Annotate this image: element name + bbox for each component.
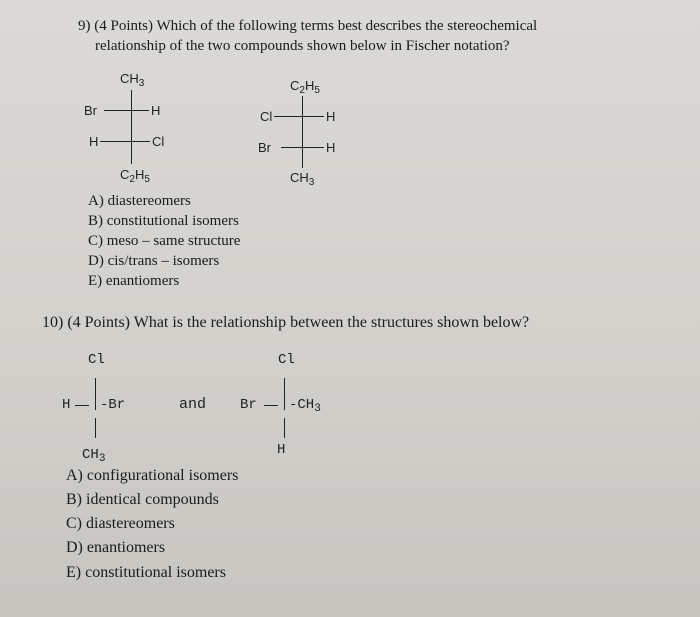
q9-option-d: D) cis/trans – isomers xyxy=(88,253,220,269)
fischer-left-bond-row-1 xyxy=(104,110,149,111)
q10-right-ch3: $-CH_3$ xyxy=(289,397,321,415)
q9-option-e: E) enantiomers xyxy=(88,273,180,289)
q9-option-c: C) meso – same structure xyxy=(88,233,241,249)
q10-right-upper-bond xyxy=(284,378,285,410)
q10-and-word: and xyxy=(179,396,207,413)
fischer-left-row2-right: Cl xyxy=(152,134,165,149)
q10-option-e: E) constitutional isomers xyxy=(66,564,226,581)
fischer-right-vertical-bond xyxy=(302,96,303,168)
q10-left-h-bond xyxy=(75,405,89,406)
fischer-left-bond-row-2 xyxy=(100,141,150,142)
fischer-left-vertical-bond xyxy=(131,90,132,164)
fischer-right-row2-left: Br xyxy=(258,140,271,155)
q10-left-bottom-ch3: $CH_3$ xyxy=(82,447,106,465)
q9-option-b: B) constitutional isomers xyxy=(88,213,239,229)
q10-option-a: A) configurational isomers xyxy=(66,467,239,484)
fischer-left-row2-left: H xyxy=(89,134,99,149)
q10-left-lower-bond xyxy=(95,418,96,438)
q10-option-b: B) identical compounds xyxy=(66,491,219,508)
fischer-right-row1-right: H xyxy=(326,109,336,124)
q10-option-c: C) diastereomers xyxy=(66,515,175,532)
fischer-right-row1-left: Cl xyxy=(260,109,273,124)
q10-right-br-bond xyxy=(264,405,278,406)
fischer-right-row2-right: H xyxy=(326,140,336,155)
q10-left-h: H xyxy=(62,397,71,413)
fischer-right-bottom-group: $CH_3$ xyxy=(290,170,315,188)
q10-left-br: -Br xyxy=(100,397,126,413)
q10-right-br: Br xyxy=(240,397,257,413)
q9-prompt-line-2: relationship of the two compounds shown below in Fischer notation? xyxy=(95,38,510,54)
fischer-left-row1-left: Br xyxy=(84,103,97,118)
fischer-right-bond-row-1 xyxy=(274,116,324,117)
fischer-right-top-group: $C_2H_5$ xyxy=(290,78,320,96)
fischer-left-top-group: $CH_3$ xyxy=(120,71,145,89)
q10-right-lower-bond xyxy=(284,418,285,438)
q10-right-bottom-h: H xyxy=(277,442,286,458)
q9-prompt-line-1: 9) (4 Points) Which of the following terms best describes the stereochemical xyxy=(78,18,538,34)
q10-option-d: D) enantiomers xyxy=(66,539,166,556)
q10-left-top-cl: Cl xyxy=(88,352,105,368)
q9-option-a: A) diastereomers xyxy=(88,193,191,209)
fischer-left-bottom-group: $C_2H_5$ xyxy=(120,167,150,185)
fischer-left-row1-right: H xyxy=(151,103,161,118)
q10-right-top-cl: Cl xyxy=(278,352,295,368)
fischer-right-bond-row-2 xyxy=(281,147,324,148)
q10-left-upper-bond xyxy=(95,378,96,410)
q10-prompt: 10) (4 Points) What is the relationship between the structures shown below? xyxy=(42,314,530,331)
